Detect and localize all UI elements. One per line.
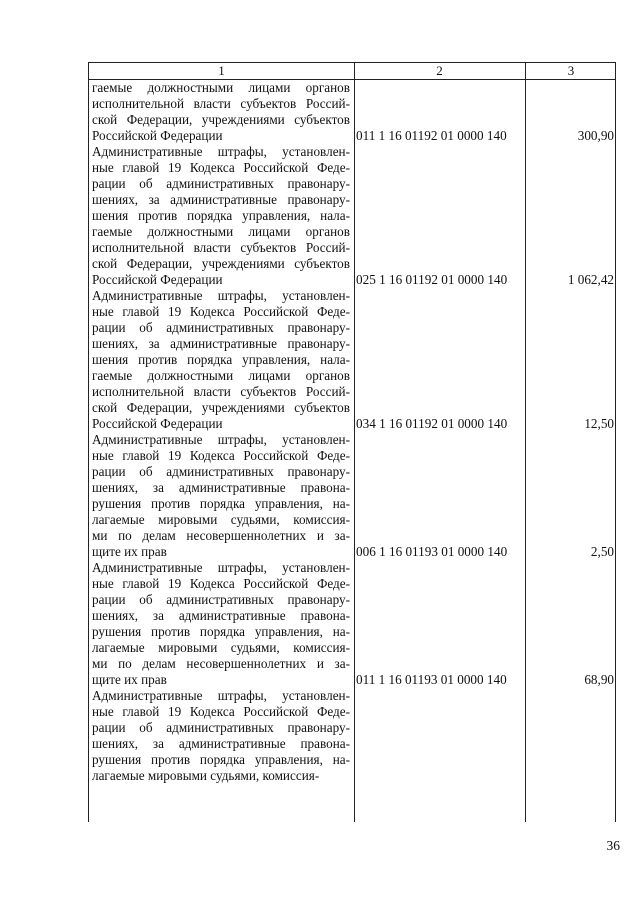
- description-line: рушения против порядка управления, на-: [92, 752, 350, 767]
- description-line: Административные штрафы, установлен-: [92, 560, 350, 575]
- description-line: ные главой 19 Кодекса Российской Феде-: [92, 576, 350, 591]
- description-line: лагаемые мировыми судьями, комиссия-: [92, 640, 350, 655]
- description-line: Административные штрафы, установлен-: [92, 288, 350, 303]
- description-line: гаемые должностными лицами органов: [92, 224, 350, 239]
- description-line: рушения против порядка управления, на-: [92, 624, 350, 639]
- amount-value: 12,50: [584, 416, 614, 431]
- description-column: [92, 80, 350, 784]
- description-line: рушения против порядка управления, на-: [92, 496, 350, 511]
- description-line: рации об административных правонару-: [92, 464, 350, 479]
- amount-value: 68,90: [584, 672, 614, 687]
- description-line: шениях, за административные правона-: [92, 480, 350, 495]
- description-line: рации об административных правонару-: [92, 176, 350, 191]
- description-line: шениях, за административные правонару-: [92, 192, 350, 207]
- table-header-row: [89, 63, 615, 80]
- budget-classification-code: 025 1 16 01192 01 0000 140: [356, 272, 508, 287]
- description-line: ской Федерации, учреждениями субъектов: [92, 112, 350, 127]
- description-line: ской Федерации, учреждениями субъектов: [92, 400, 350, 415]
- description-line: исполнительной власти субъектов Россий-: [92, 240, 350, 255]
- description-line: Административные штрафы, установлен-: [92, 688, 350, 703]
- description-line: щите их прав: [92, 672, 167, 687]
- description-line: Административные штрафы, установлен-: [92, 432, 350, 447]
- description-line: Российской Федерации: [92, 272, 223, 287]
- description-line: щите их прав: [92, 544, 167, 559]
- budget-classification-code: 006 1 16 01193 01 0000 140: [356, 544, 508, 559]
- budget-classification-code: 011 1 16 01193 01 0000 140: [356, 672, 507, 687]
- amount-value: 1 062,42: [567, 272, 614, 287]
- budget-classification-code: 011 1 16 01192 01 0000 140: [356, 128, 507, 143]
- description-line: шениях, за административные правона-: [92, 608, 350, 623]
- description-line: гаемые должностными лицами органов: [92, 368, 350, 383]
- column-divider-3: [525, 63, 526, 822]
- header-column-1: 1: [218, 63, 225, 78]
- description-line: ные главой 19 Кодекса Российской Феде-: [92, 160, 350, 175]
- header-column-2: 2: [436, 63, 443, 78]
- description-line: исполнительной власти субъектов Россий-: [92, 96, 350, 111]
- description-line: ми по делам несовершеннолетних и за-: [92, 656, 350, 671]
- description-line: рации об административных правонару-: [92, 320, 350, 335]
- description-line: лагаемые мировыми судьями, комиссия-: [92, 512, 350, 527]
- description-line: ные главой 19 Кодекса Российской Феде-: [92, 304, 350, 319]
- description-line: гаемые должностными лицами органов: [92, 80, 350, 95]
- amount-value: 2,50: [590, 544, 614, 559]
- description-line: ской Федерации, учреждениями субъектов: [92, 256, 350, 271]
- description-line: шения против порядка управления, нала-: [92, 208, 350, 223]
- description-line: Российской Федерации: [92, 128, 223, 143]
- description-line: исполнительной власти субъектов Россий-: [92, 384, 350, 399]
- description-line: рации об административных правонару-: [92, 592, 350, 607]
- description-line: ные главой 19 Кодекса Российской Феде-: [92, 448, 350, 463]
- budget-classification-code: 034 1 16 01192 01 0000 140: [356, 416, 508, 431]
- amount-value: 300,90: [577, 128, 614, 143]
- description-line: шения против порядка управления, нала-: [92, 352, 350, 367]
- description-line: Административные штрафы, установлен-: [92, 144, 350, 159]
- description-line: лагаемые мировыми судьями, комиссия-: [92, 768, 320, 783]
- description-line: Российской Федерации: [92, 416, 223, 431]
- header-column-3: 3: [567, 63, 575, 78]
- description-line: рации об административных правонару-: [92, 720, 350, 735]
- description-line: шениях, за административные правона-: [92, 736, 350, 751]
- page-number: 36: [606, 838, 620, 853]
- description-line: ми по делам несовершеннолетних и за-: [92, 528, 350, 543]
- description-line: ные главой 19 Кодекса Российской Феде-: [92, 704, 350, 719]
- column-divider-2: [354, 63, 355, 822]
- budget-table: [88, 62, 616, 822]
- description-line: шениях, за административные правонару-: [92, 336, 350, 351]
